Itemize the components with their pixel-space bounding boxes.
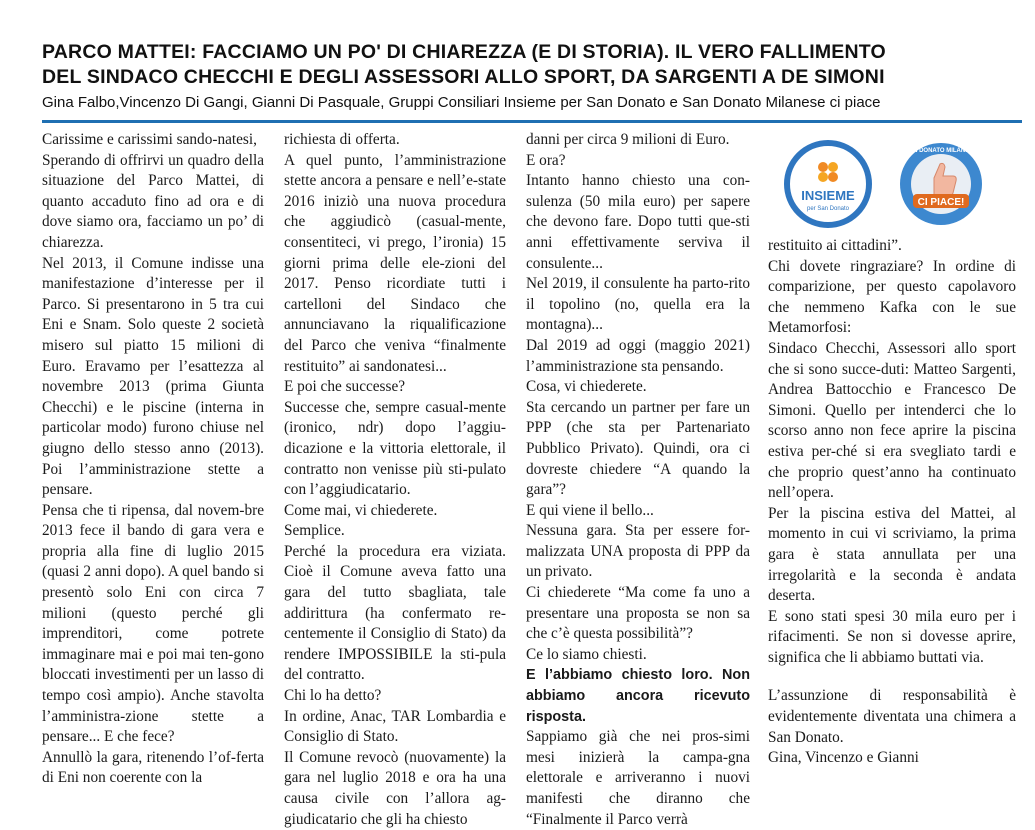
paragraph: E sono stati spesi 30 mila euro per i rifacimenti. Se non si dovesse aprire, significa che li abbiamo buttati via. xyxy=(768,607,1016,666)
article-byline: Gina Falbo,Vincenzo Di Gangi, Gianni Di Pasquale, Gruppi Consiliari Insieme per San Donato e San Donato Milanese ci piace xyxy=(42,94,881,111)
header-divider xyxy=(42,120,1022,123)
paragraph: Intanto hanno chiesto una con-sulenza (50 mila euro) per sapere che devono fare. Dopo tutti que-sti anni effettivamente serviva il consulente... xyxy=(526,172,750,272)
paragraph: Pensa che ti ripensa, dal novem-bre 2013 fece il bando di gara vera e propria alla fine di luglio 2015 (quasi 2 anni dopo). A quel bando si presentò solo Eni con circa 7 milioni (questo perché gli imprenditori, come potrete immaginare mai e poi mai ten-gono bloccati investimenti per un lasso di tempo così ampio). Anche stavolta l’amministra-zione stette a pensare... E che fece? xyxy=(42,501,264,746)
paragraph: Cosa, vi chiederete. xyxy=(526,378,647,396)
paragraph: Annullò la gara, ritenendo l’of-ferta di Eni non coerente con la xyxy=(42,748,264,787)
paragraph: danni per circa 9 milioni di Euro. xyxy=(526,131,730,148)
headline-line-1: PARCO MATTEI: FACCIAMO UN PO' DI CHIAREZZA (E DI STORIA). IL VERO FALLIMENTO xyxy=(42,41,886,63)
column-4 xyxy=(768,236,1016,769)
paragraph: Sappiamo già che nei pros-simi mesi inizierà la campa-gna elettorale e arriveranno i nuovi manifesti che diranno che “Finalmente il Parco verrà xyxy=(526,728,750,828)
paragraph: Per la piscina estiva del Mattei, al momento in cui vi scriviamo, la prima gara è stata annullata per una irregolarità e la seconda è andata deserta. xyxy=(768,504,1016,605)
paragraph: E poi che successe? xyxy=(284,378,406,396)
insieme-logo-sub: per San Donato xyxy=(806,206,850,212)
paragraph: L’assunzione di responsabilità è evidentemente diventata una chimera a San Donato. xyxy=(768,687,1016,746)
ci-piace-arc-text: SAN DONATO MILANESE xyxy=(904,148,978,154)
paragraph: Nel 2019, il consulente ha parto-rito il topolino (no, quella era la montagna)... xyxy=(526,275,750,334)
paragraph: In ordine, Anac, TAR Lombardia e Consiglio di Stato. xyxy=(284,707,506,746)
insieme-logo-name: INSIEME xyxy=(801,188,855,203)
paragraph: Sperando di offrirvi un quadro della situazione del Parco Mattei, di quanto accaduto fino ad ora e di dove siamo ora, facciamo un po’ di chiarezza. xyxy=(42,151,264,251)
paragraph: E qui viene il bello... xyxy=(526,501,654,519)
paragraph: Chi dovete ringraziare? In ordine di comparizione, per questo capolavoro che nemmeno Kafka con le sue Metamorfosi: xyxy=(768,257,1016,337)
paragraph: Ce lo siamo chiesti. xyxy=(526,645,647,663)
paragraph: Ci chiederete “Ma come fa uno a presentare una proposta se non sa che c’è questa possibilità”? xyxy=(526,584,750,643)
column-1 xyxy=(42,130,264,789)
paragraph-gap xyxy=(768,668,1016,686)
paragraph: restituito ai cittadini”. xyxy=(768,237,902,254)
column-2 xyxy=(284,130,506,830)
paragraph: Chi lo ha detto? xyxy=(284,687,382,705)
article-headline xyxy=(42,40,1002,90)
paragraph: Come mai, vi chiederete. xyxy=(284,501,438,519)
insieme-logo xyxy=(787,143,869,225)
party-logos xyxy=(778,138,1018,230)
paragraph: Sta cercando un partner per fare un PPP (che sta per Partenariato Pubblico Privato). Quindi, ora ci dovreste chiedere “A quando la gara”? xyxy=(526,398,750,499)
paragraph: A quel punto, l’amministrazione stette ancora a pensare e nell’e-state 2016 iniziò una nuova procedura che aggiudicò (casual-mente, consentiteci, vi prego, l’ironia) 15 giorni prima delle ele-zioni del 2017. Penso ricordiate tutti i cartelloni del Sindaco che annunciavano la riqualificazione del Parco che veniva “finalmente restituito” ai sandonatesi... xyxy=(284,151,506,375)
paragraph: Il Comune revocò (nuovamente) la gara nel luglio 2018 e ora ha una causa civile con l’allora ag-giudicatario che gli ha chiesto xyxy=(284,748,506,828)
paragraph: Successe che, sempre casual-mente (ironico, ndr) dopo l’aggiu-dicazione e la vittoria elettorale, il contratto non venisse più sti-pulato con l’aggiudicatario. xyxy=(284,398,506,499)
paragraph: Dal 2019 ad oggi (maggio 2021) l’amministrazione sta pensando. xyxy=(526,336,750,375)
paragraph: richiesta di offerta. xyxy=(284,131,400,148)
signature: Gina, Vincenzo e Gianni xyxy=(768,749,919,767)
paragraph: Semplice. xyxy=(284,522,345,540)
paragraph: E ora? xyxy=(526,151,566,169)
ci-piace-logo xyxy=(900,143,982,225)
paragraph: Nel 2013, il Comune indisse una manifestazione d’interesse per il Parco. Si presentarono in 5 tra cui Eni e Snam. Solo queste 2 società misero sul piatto 15 milioni di Euro. Eravamo per l’esattezza al novembre 2013 (prima Giunta Checchi) e le piscine (interna in particolar modo) furono chiuse nel giugno dello stesso anno (2013). Poi l’amministrazione stette a pensare. xyxy=(42,254,264,499)
bold-paragraph: E l’abbiamo chiesto loro. Non abbiamo ancora ricevuto risposta. xyxy=(526,667,750,725)
ci-piace-label: CI PIACE! xyxy=(917,197,965,208)
paragraph: Carissime e carissimi sando-natesi, xyxy=(42,131,257,148)
paragraph: Nessuna gara. Sta per essere for-malizzata UNA proposta di PPP da un privato. xyxy=(526,522,750,581)
paragraph: Perché la procedura era viziata. Cioè il Comune aveva fatto una gara del tutto sbagliata, tale addirittura (ha confermato re-centemente il Consiglio di Stato) da rendere IMPOSSIBILE la sti-pula del contratto. xyxy=(284,542,506,684)
paragraph: Sindaco Checchi, Assessori allo sport che si sono succe-duti: Matteo Sargenti, Andrea Battocchio e Francesco De Simoni. Quello per intenderci che lo scorso anno non fece aprire la piscina estiva per-ché si era svegliato tardi e che proprio quest’anno ha continuato nell’opera. xyxy=(768,339,1016,502)
headline-line-2: DEL SINDACO CHECCHI E DEGLI ASSESSORI ALLO SPORT, DA SARGENTI A DE SIMONI xyxy=(42,66,885,88)
column-3 xyxy=(526,130,750,830)
